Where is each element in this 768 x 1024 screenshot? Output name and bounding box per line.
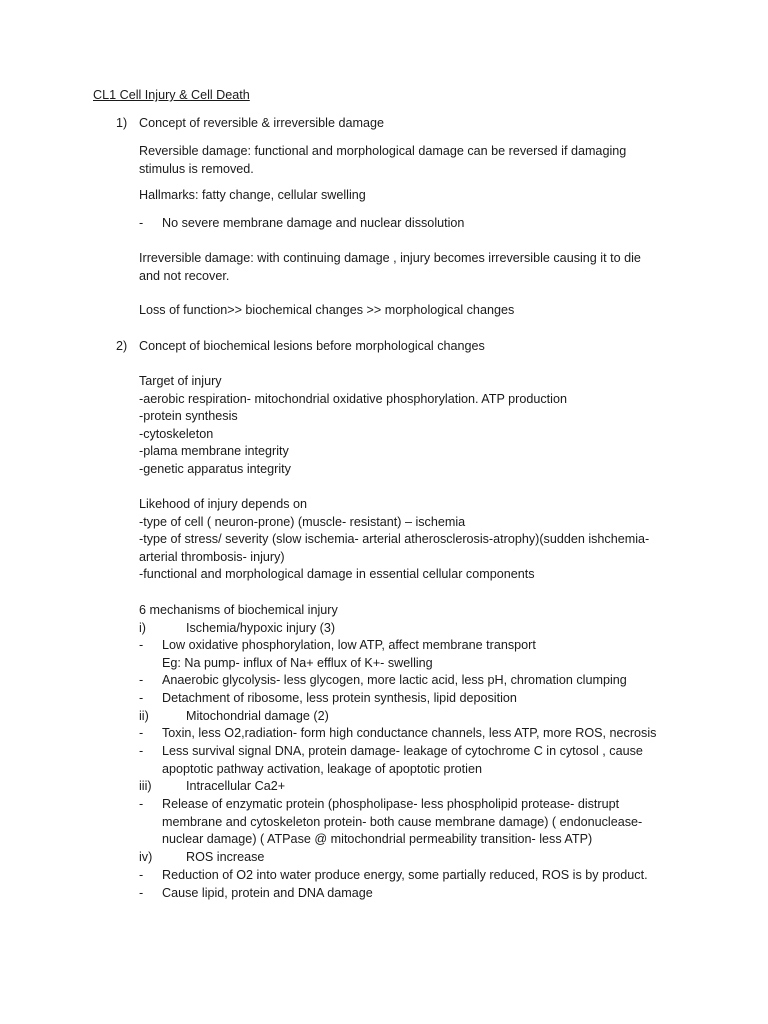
section-1-heading: 1) Concept of reversible & irreversible damage [116,116,384,130]
mechanism-iv: iv) ROS increase [139,850,265,864]
target-of-injury-list: Target of injury -aerobic respiration- mitochondrial oxidative phosphorylation. ATP production -protein synthesis -cytoskeleton -plama membrane integrity -genetic apparatus integrity [139,374,567,476]
mechanism-iv-bullet-1: - Reduction of O2 into water produce energy, some partially reduced, ROS is by product. [139,868,648,882]
mechanism-iii-bullet-1-cont-1: membrane and cytoskeleton protein- both cause membrane damage) ( endonuclease- [162,815,643,829]
mechanism-iii-bullet-1: - Release of enzymatic protein (phospholipase- less phospholipid protease- distrupt [139,797,620,811]
irreversible-paragraph: Irreversible damage: with continuing damage , injury becomes irreversible causing it to die and not recover. [139,251,641,283]
mechanism-iii: iii) Intracellular Ca2+ [139,779,286,793]
mechanism-ii-bullet-2: - Less survival signal DNA, protein damage- leakage of cytochrome C in cytosol , cause [139,744,643,758]
mechanism-i-bullet-1-cont: Eg: Na pump- influx of Na+ efflux of K+- swelling [162,656,433,670]
page-title: CL1 Cell Injury & Cell Death [93,88,250,102]
reversible-paragraph: Reversible damage: functional and morphological damage can be reversed if damaging stimulus is removed. [139,144,627,176]
mechanism-ii: ii) Mitochondrial damage (2) [139,709,329,723]
loss-of-function-text: Loss of function>> biochemical changes >> morphological changes [139,303,515,317]
mechanism-ii-bullet-2-cont: apoptotic pathway activation, leakage of apoptotic protien [162,762,482,776]
mechanism-i-bullet-2: - Anaerobic glycolysis- less glycogen, more lactic acid, less pH, chromation clumping [139,673,627,687]
likehood-of-injury-list: Likehood of injury depends on -type of cell ( neuron-prone) (muscle- resistant) – ischemia -type of stress/ severity (slow ischemia- arterial atherosclerosis-atrophy)(sudden ishchemia- arterial thrombosis- injury) -functional and morphological damage in essential cellular components [139,497,650,581]
section-2-heading: 2) Concept of biochemical lesions before morphological changes [116,339,485,353]
mechanism-i: i) Ischemia/hypoxic injury (3) [139,621,336,635]
bullet-no-severe-damage: - No severe membrane damage and nuclear dissolution [139,216,465,230]
mechanism-i-bullet-3: - Detachment of ribosome, less protein synthesis, lipid deposition [139,691,517,705]
mechanism-i-bullet-1: - Low oxidative phosphorylation, low ATP, affect membrane transport [139,638,536,652]
mechanism-ii-bullet-1: - Toxin, less O2,radiation- form high conductance channels, less ATP, more ROS, necrosis [139,726,657,740]
hallmarks-text: Hallmarks: fatty change, cellular swelling [139,188,366,202]
mechanism-iii-bullet-1-cont-2: nuclear damage) ( ATPase @ mitochondrial permeability transition- less ATP) [162,832,593,846]
mechanisms-heading: 6 mechanisms of biochemical injury [139,603,338,617]
mechanism-iv-bullet-2: - Cause lipid, protein and DNA damage [139,886,373,900]
